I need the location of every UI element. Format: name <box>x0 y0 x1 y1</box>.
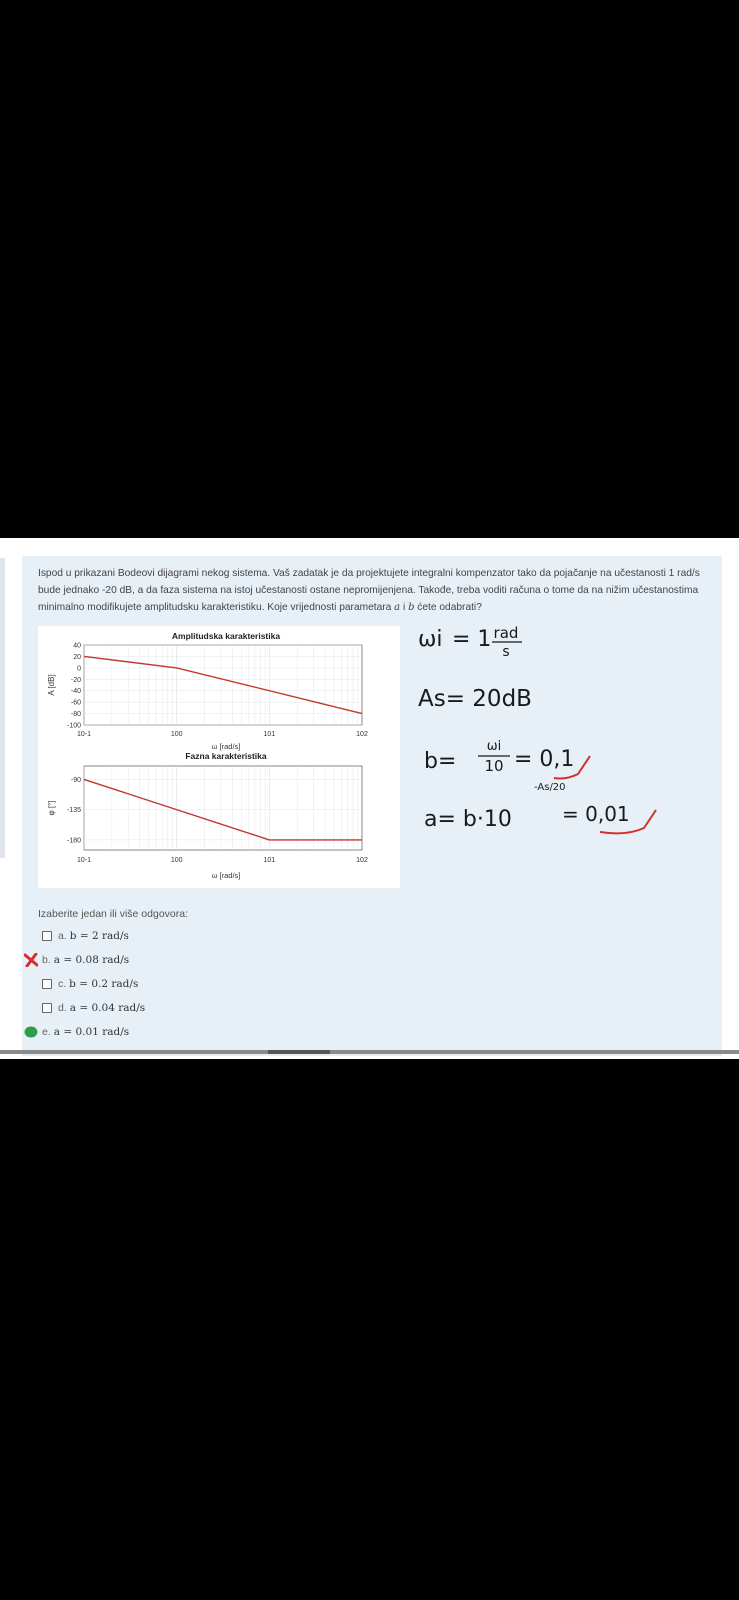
note-b-lhs: b= <box>424 749 457 774</box>
answer-letter: d. <box>58 1002 67 1014</box>
phase-y-tick: -90 <box>70 776 81 784</box>
answer-checkbox[interactable] <box>42 1003 52 1013</box>
amp-y-tick: -60 <box>70 699 81 707</box>
phase-y-tick-labels <box>67 777 81 844</box>
answer-list <box>42 924 145 1044</box>
answer-option-c[interactable] <box>42 972 145 996</box>
answer-expr: b = 0.2 rad/s <box>69 978 139 990</box>
amp-y-tick: 0 <box>77 665 81 673</box>
answer-expr: a = 0.08 rad/s <box>53 954 130 966</box>
amp-axes-frame <box>84 645 362 725</box>
answer-letter: b. <box>42 954 51 966</box>
scrollbar-thumb[interactable] <box>268 1050 330 1054</box>
amp-y-tick: 20 <box>73 653 81 661</box>
answer-option-b[interactable] <box>42 948 145 972</box>
amp-x-tick: 101 <box>263 731 276 738</box>
note-unit-den: s <box>502 644 510 660</box>
answer-expr: a = 0.01 rad/s <box>53 1026 130 1038</box>
amp-title: Amplitudska karakteristika <box>171 631 281 641</box>
phase-x-tick-labels <box>77 857 368 864</box>
answer-letter: e. <box>42 1026 51 1038</box>
phase-x-tick: 102 <box>356 857 368 864</box>
amp-x-tick: 102 <box>356 731 368 738</box>
amp-x-tick: 100 <box>170 731 183 738</box>
note-b-result: = 0,1 <box>514 747 575 772</box>
amp-y-tick: -80 <box>70 711 81 719</box>
amp-y-tick-labels <box>67 643 81 730</box>
phase-y-tick: -135 <box>66 807 81 815</box>
answer-option-d[interactable] <box>42 996 145 1020</box>
note-b-num: ωi <box>486 739 502 754</box>
phase-xlabel: ω [rad/s] <box>211 871 241 880</box>
question-card <box>22 556 722 1056</box>
bode-figure <box>38 626 400 888</box>
answer-option-e[interactable] <box>42 1020 145 1044</box>
question-text: Ispod u prikazani Bodeovi dijagrami nekog sistema. Vaš zadatak je da projektujete integralni kompenzator tako da pojačanje na učestanosti 1 rad/s bude jednako -20 dB, a da faza sistema na istoj učestanosti ostane nepromijenjena. Takođe, treba voditi računa o tome da na nižim učestanostima minimalno modifikujete amplitudsku karakteristiku. Koje vrijednosti parametara a i b ćete odabrati? <box>38 568 700 613</box>
note-omega: ωi <box>418 627 443 652</box>
phase-x-tick: 10-1 <box>76 857 92 864</box>
note-as: As= 20dB <box>418 686 532 712</box>
scrollbar[interactable] <box>0 1050 739 1054</box>
amp-x-tick: 10-1 <box>76 731 92 738</box>
answer-checkbox[interactable] <box>42 979 52 989</box>
phase-x-tick: 100 <box>170 857 183 864</box>
note-b-den: 10 <box>484 757 504 775</box>
phase-ylabel: φ [°] <box>47 800 56 816</box>
answer-letter: a. <box>58 930 67 942</box>
amp-xlabel: ω [rad/s] <box>211 742 241 751</box>
answer-option-a[interactable] <box>42 924 145 948</box>
left-edge-bar <box>0 558 5 858</box>
note-unit-num: rad <box>493 624 519 642</box>
amp-y-tick: 40 <box>73 642 81 650</box>
answer-checkbox[interactable] <box>42 931 52 941</box>
answer-expr: b = 2 rad/s <box>69 930 129 942</box>
red-cross-mark-icon <box>24 953 38 967</box>
amp-x-tick-labels <box>77 731 368 738</box>
note-a-lhs: a= b·10 <box>424 807 512 832</box>
answer-expr: a = 0.04 rad/s <box>69 1002 146 1014</box>
phase-axes-frame <box>84 766 362 850</box>
phase-y-tick: -180 <box>66 837 81 845</box>
amp-ylabel: A [dB] <box>47 674 56 696</box>
answer-letter: c. <box>58 978 67 990</box>
handwritten-notes <box>404 616 722 856</box>
note-a-exp: -As/20 <box>534 782 566 793</box>
note-a-result: = 0,01 <box>562 802 630 826</box>
answers-prompt: Izaberite jedan ili više odgovora: <box>38 908 189 920</box>
green-dot-mark-icon <box>24 1025 38 1039</box>
screen <box>0 538 739 1059</box>
amp-y-tick: -20 <box>70 676 81 684</box>
amp-y-tick: -40 <box>70 688 81 696</box>
phase-title: Fazna karakteristika <box>185 751 267 761</box>
note-eq1: = 1 <box>452 627 492 652</box>
phase-x-tick: 101 <box>263 857 276 864</box>
amp-y-tick: -100 <box>66 722 81 730</box>
